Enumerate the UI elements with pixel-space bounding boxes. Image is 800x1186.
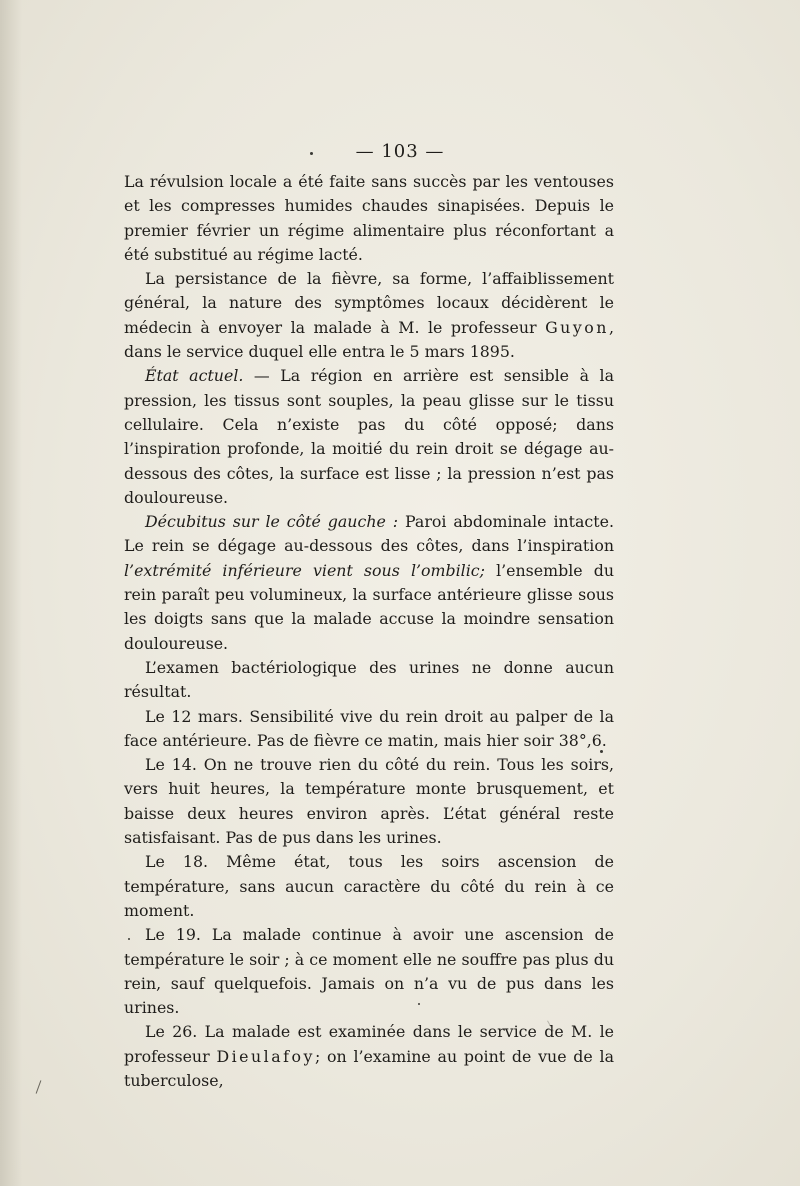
- italic-text: l’extrémité inférieure vient sous l’ombilic;: [124, 560, 485, 580]
- paragraph: [124, 364, 614, 510]
- paper-speck: [600, 750, 603, 753]
- text-run: l’ensemble du rein paraît peu volumineux, la surface antérieure glisse sous les doigts sans que la malade accuse la moindre sensation douloureuse.: [124, 560, 615, 653]
- text-run: La persistance de la fièvre, sa forme, l’affaiblissement général, la nature des symptômes locaux décidèrent le médecin à envoyer la malade à M. le professeur: [124, 269, 614, 337]
- paper-speck: [418, 1003, 420, 1005]
- text-run: Le 14. On ne trouve rien du côté du rein. Tous les soirs, vers huit heures, la température monte brusquement, et baisse deux heures environ après. L’état général reste satisfaisant. Pas de pus dans les urines.: [124, 755, 614, 848]
- italic-text: État actuel.: [145, 366, 244, 386]
- text-run: ; on l’examine au point de vue de la tuberculose,: [124, 1046, 615, 1090]
- text-run: Le 18. Même état, tous les soirs ascension de température, sans aucun caractère du côté du rein à ce moment.: [124, 852, 614, 920]
- paper-scratch: [36, 1080, 42, 1093]
- paragraph: [124, 267, 614, 364]
- text-run: Le 26. La malade est examinée dans le service de M. le professeur: [124, 1022, 614, 1066]
- text-run: , dans le service duquel elle entra le 5 mars 1895.: [124, 317, 614, 362]
- text-run: L’examen bactériologique des urines ne donne aucun résultat.: [124, 657, 614, 702]
- spaced-name: Guyon: [545, 317, 609, 337]
- paragraph: [124, 923, 614, 1020]
- page-edge-shadow: [0, 0, 22, 1186]
- paragraph: [124, 850, 614, 923]
- paragraph: [124, 170, 614, 267]
- paragraph: [124, 705, 614, 754]
- italic-text: Décubitus sur le côté gauche :: [145, 512, 399, 532]
- paragraph: [124, 510, 614, 656]
- paper-speck: [310, 152, 313, 155]
- paper-speck: [128, 938, 130, 940]
- paragraph: [124, 656, 614, 705]
- text-run: Le 12 mars. Sensibilité vive du rein droit au palper de la face antérieure. Pas de fièvre ce matin, mais hier soir 38°,6.: [124, 706, 614, 750]
- body-text: [124, 170, 614, 1093]
- paragraph: [124, 1020, 614, 1093]
- text-run: — La région en arrière est sensible à la pression, les tissus sont souples, la peau glisse sur le tissu cellulaire. Cela n’existe pas du côté opposé; dans l’inspiration profonde, la moitié du rein droit se dégage au-dessous des côtes, la surface est lisse ; la pression n’est pas douloureuse.: [124, 366, 614, 507]
- paragraph: [124, 753, 614, 850]
- text-run: Le 19. La malade continue à avoir une ascension de température le soir ; à ce moment elle ne souffre pas plus du rein, sauf quelquefois. Jamais on n’a vu de pus dans les urines.: [124, 925, 614, 1018]
- text-run: La révulsion locale a été faite sans succès par les ventouses et les compresses humides chaudes sinapisées. Depuis le premier février un régime alimentaire plus réconfortant a été substitué au régime lacté.: [124, 172, 614, 264]
- text-run: Paroi abdominale intacte. Le rein se dégage au-dessous des côtes, dans l’inspiration: [124, 512, 614, 556]
- spaced-name: Dieulafoy: [216, 1046, 315, 1066]
- page-number: — 103 —: [355, 141, 445, 162]
